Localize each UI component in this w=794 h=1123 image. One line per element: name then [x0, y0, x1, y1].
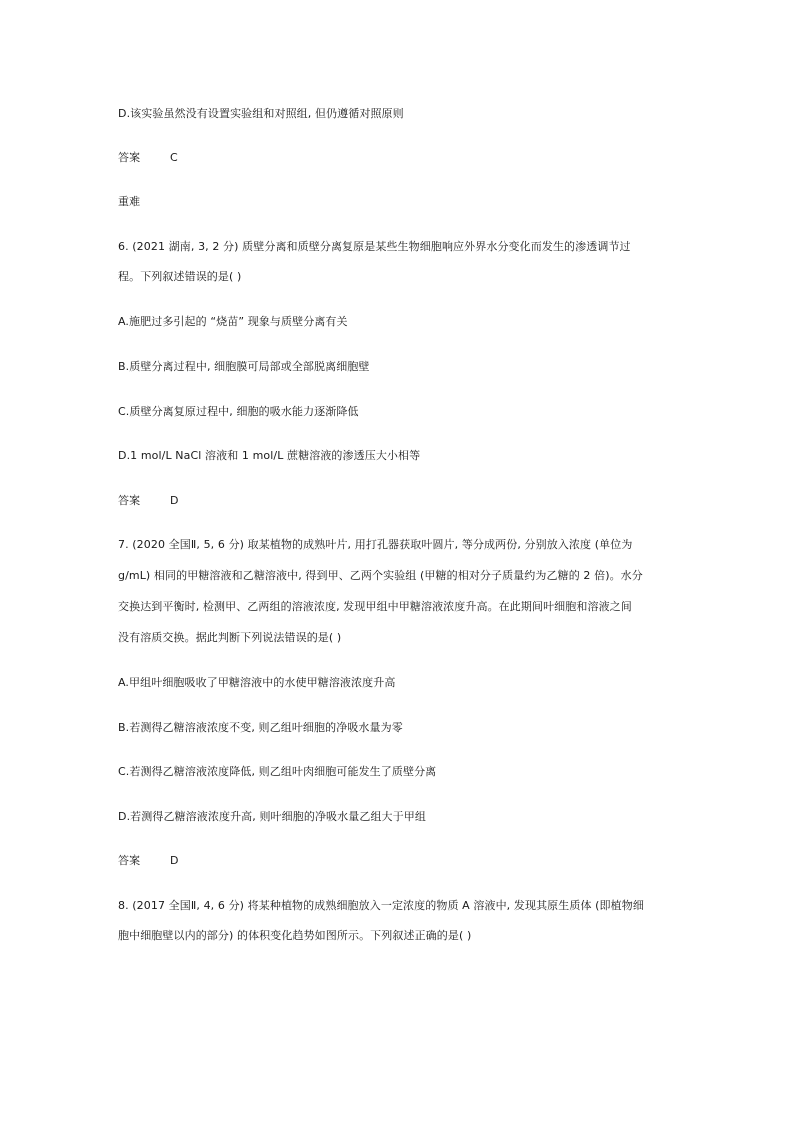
q6-option-a: A.施肥过多引起的 “烧苗” 现象与质壁分离有关: [118, 315, 348, 328]
q7-stem-line2: g/mL) 相同的甲糖溶液和乙糖溶液中, 得到甲、乙两个实验组 (甲糖的相对分子质量约为乙糖的 2 倍)。水分: [118, 569, 643, 582]
q7-stem-line3: 交换达到平衡时, 检测甲、乙两组的溶液浓度, 发现甲组中甲糖溶液浓度升高。在此期间叶细胞和溶液之间: [118, 600, 632, 613]
answer-label: 答案: [118, 151, 141, 164]
section-label: 重难: [118, 195, 141, 208]
q6-option-c: C.质壁分离复原过程中, 细胞的吸水能力逐渐降低: [118, 405, 359, 418]
q8-stem-line2: 胞中细胞壁以内的部分) 的体积变化趋势如图所示。下列叙述正确的是( ): [118, 929, 472, 942]
q7-answer-row: [118, 854, 179, 868]
prev-answer-row: [118, 151, 178, 165]
q7-stem-line4: 没有溶质交换。据此判断下列说法错误的是( ): [118, 631, 342, 644]
answer-value: D: [170, 494, 179, 507]
q6-answer-row: [118, 494, 179, 508]
q8-stem-line1: 8. (2017 全国Ⅱ, 4, 6 分) 将某种植物的成熟细胞放入一定浓度的物质 A 溶液中, 发现其原生质体 (即植物细: [118, 899, 644, 912]
q6-option-b: B.质壁分离过程中, 细胞膜可局部或全部脱离细胞壁: [118, 360, 370, 373]
answer-value: C: [170, 151, 178, 164]
answer-label: 答案: [118, 494, 141, 507]
q6-stem-line2: 程。下列叙述错误的是( ): [118, 270, 242, 283]
q7-stem-line1: 7. (2020 全国Ⅱ, 5, 6 分) 取某植物的成熟叶片, 用打孔器获取叶圆片, 等分成两份, 分别放入浓度 (单位为: [118, 538, 633, 551]
q7-option-c: C.若测得乙糖溶液浓度降低, 则乙组叶肉细胞可能发生了质壁分离: [118, 765, 437, 778]
q7-option-b: B.若测得乙糖溶液浓度不变, 则乙组叶细胞的净吸水量为零: [118, 721, 403, 734]
answer-label: 答案: [118, 854, 141, 867]
q7-option-a: A.甲组叶细胞吸收了甲糖溶液中的水使甲糖溶液浓度升高: [118, 676, 396, 689]
prev-option-d: D.该实验虽然没有设置实验组和对照组, 但仍遵循对照原则: [118, 107, 404, 120]
q7-option-d: D.若测得乙糖溶液浓度升高, 则叶细胞的净吸水量乙组大于甲组: [118, 810, 426, 823]
answer-value: D: [170, 854, 179, 867]
q6-option-d: D.1 mol/L NaCl 溶液和 1 mol/L 蔗糖溶液的渗透压大小相等: [118, 449, 421, 462]
q6-stem-line1: 6. (2021 湖南, 3, 2 分) 质壁分离和质壁分离复原是某些生物细胞响应外界水分变化而发生的渗透调节过: [118, 240, 631, 253]
